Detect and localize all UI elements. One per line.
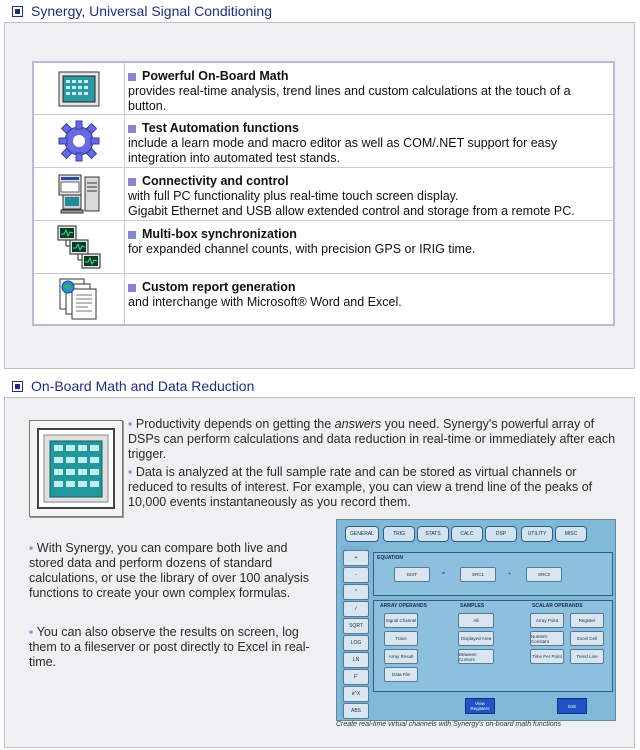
tab-trig[interactable]: TRIG (383, 526, 415, 542)
bullet-dot-icon: ▪ (128, 417, 133, 431)
time-per-point-button[interactable]: Time Per Point (530, 649, 564, 664)
op-divide-button[interactable]: / (343, 601, 369, 617)
equation-src2-button[interactable]: SRC2 (526, 567, 562, 582)
signal-channel-button[interactable]: Signal Channel (384, 613, 418, 628)
section-bullet-icon (12, 6, 23, 17)
tab-dsp[interactable]: DSP (485, 526, 517, 542)
equation-src1-button[interactable]: SRC1 (460, 567, 496, 582)
feature-desc: for expanded channel counts, with precision GPS or IRIG time. (128, 242, 476, 256)
displayed-area-button[interactable]: Displayed Area (458, 631, 494, 646)
multi-box-icon (56, 224, 102, 270)
trace-button[interactable]: Trace (384, 631, 418, 646)
bullet-square-icon (128, 231, 136, 239)
feature-title: Multi-box synchronization (142, 227, 297, 241)
paragraph-compare: ▪ With Synergy, you can compare both live and stored data and perform dozens of standard calculations, or use the library of over 100 analysis functions to create your own complex formulas. (29, 541, 310, 600)
op-derivative-button[interactable]: F' (343, 669, 369, 685)
computer-network-icon (57, 173, 101, 215)
section-header-math (12, 375, 254, 397)
report-document-icon (58, 277, 100, 321)
bullet-square-icon (128, 73, 136, 81)
feature-title: Test Automation functions (142, 121, 299, 135)
feature-desc: provides real-time analysis, trend lines and custom calculations at the touch of a button. (128, 84, 571, 113)
equals-sign: = (442, 571, 445, 577)
equation-target-button[interactable]: DIST (394, 567, 430, 582)
feature-icon-cell (34, 221, 125, 273)
numeric-constant-button[interactable]: Numeric Constant (530, 631, 564, 646)
gear-icon (57, 119, 101, 163)
op-add-button[interactable]: + (343, 550, 369, 566)
feature-row (34, 168, 613, 220)
tab-misc[interactable]: MISC (555, 526, 587, 542)
feature-title: Powerful On-Board Math (142, 69, 289, 83)
samples-all-button[interactable]: All (458, 613, 494, 628)
feature-row (34, 115, 613, 167)
section-title: Synergy, Universal Signal Conditioning (31, 3, 272, 19)
feature-row (34, 63, 613, 114)
calculator-icon (58, 71, 100, 107)
op-sqrt-button[interactable]: SQRT (343, 618, 369, 634)
op-abs-button[interactable]: ABS (343, 703, 369, 719)
bullet-square-icon (128, 284, 136, 292)
op-ln-button[interactable]: LN (343, 652, 369, 668)
feature-row (34, 274, 613, 324)
feature-desc: include a learn mode and macro editor as well as COM/.NET support for easy integration into automated test stands. (128, 136, 558, 165)
data-file-button[interactable]: Data File (384, 667, 418, 682)
paragraph-observe: ▪ You can also observe the results on screen, log them to a fileserver or post directly to Excel in real-time. (29, 625, 310, 669)
paragraph-data-analysis: ▪ Data is analyzed at the full sample rate and can be stored as virtual channels or reduced to results of interest. For example, you can view a trend line of the peaks of 10,000 events instantaneously as you record them. (128, 465, 593, 509)
tab-general[interactable]: GENERAL (345, 526, 379, 542)
feature-icon-cell (34, 168, 125, 220)
array-result-button[interactable]: Array Result (384, 649, 418, 664)
array-operands-label: ARRAY OPERANDS (380, 603, 427, 609)
samples-label: SAMPLES (460, 603, 485, 609)
feature-title: Connectivity and control (142, 174, 289, 188)
bullet-dot-icon: ▪ (128, 465, 133, 479)
feature-desc: and interchange with Microsoft® Word and Excel. (128, 295, 402, 309)
excel-cell-button[interactable]: Excel Cell (570, 631, 604, 646)
equation-label: EQUATION (377, 555, 404, 561)
between-cursors-button[interactable]: Between Cursors (458, 649, 494, 664)
bullet-dot-icon: ▪ (29, 625, 34, 639)
math-screenshot (336, 519, 616, 721)
calculator-icon (30, 421, 122, 516)
bullet-square-icon (128, 178, 136, 186)
trend-line-button[interactable]: Trend Line (570, 649, 604, 664)
screenshot-caption: Create real-time virtual channels with Synergy's on-board math functions (336, 721, 562, 728)
op-log-button[interactable]: LOG (343, 635, 369, 651)
plus-sign: + (508, 571, 511, 577)
feature-title: Custom report generation (142, 280, 296, 294)
feature-icon-cell (34, 63, 125, 114)
operands-box (373, 600, 613, 692)
section-header-signal-conditioning (12, 0, 272, 22)
scalar-operands-label: SCALAR OPERANDS (532, 603, 583, 609)
feature-desc-2: Gigabit Ethernet and USB allow extended control and storage from a remote PC. (128, 204, 575, 218)
feature-icon-cell (34, 115, 125, 167)
op-subtract-button[interactable]: - (343, 567, 369, 583)
register-button[interactable]: Register (570, 613, 604, 628)
features-panel (4, 22, 635, 369)
section-title: On-Board Math and Data Reduction (31, 378, 255, 394)
tab-stats[interactable]: STATS (417, 526, 449, 542)
op-exp-button[interactable]: e^X (343, 686, 369, 702)
feature-icon-cell (34, 274, 125, 324)
feature-desc: with full PC functionality plus real-time touch screen display. (128, 189, 459, 203)
math-icon-frame (29, 420, 123, 517)
op-multiply-button[interactable]: * (343, 584, 369, 600)
exit-button[interactable]: Exit (557, 698, 587, 714)
tab-calc[interactable]: CALC (451, 526, 483, 542)
view-registers-button[interactable]: View Registers (465, 698, 495, 714)
features-table (32, 61, 615, 326)
feature-row (34, 221, 613, 273)
bullet-dot-icon: ▪ (29, 541, 34, 555)
section-bullet-icon (12, 381, 23, 392)
paragraph-productivity: ▪ Productivity depends on getting the answers you need. Synergy's powerful array of DSPs can perform calculations and data reduction in real-time or immediately after each trigger. (128, 417, 616, 461)
array-point-button[interactable]: Array Point (530, 613, 564, 628)
equation-box (373, 552, 613, 596)
tab-utility[interactable]: UTILITY (521, 526, 553, 542)
bullet-square-icon (128, 125, 136, 133)
